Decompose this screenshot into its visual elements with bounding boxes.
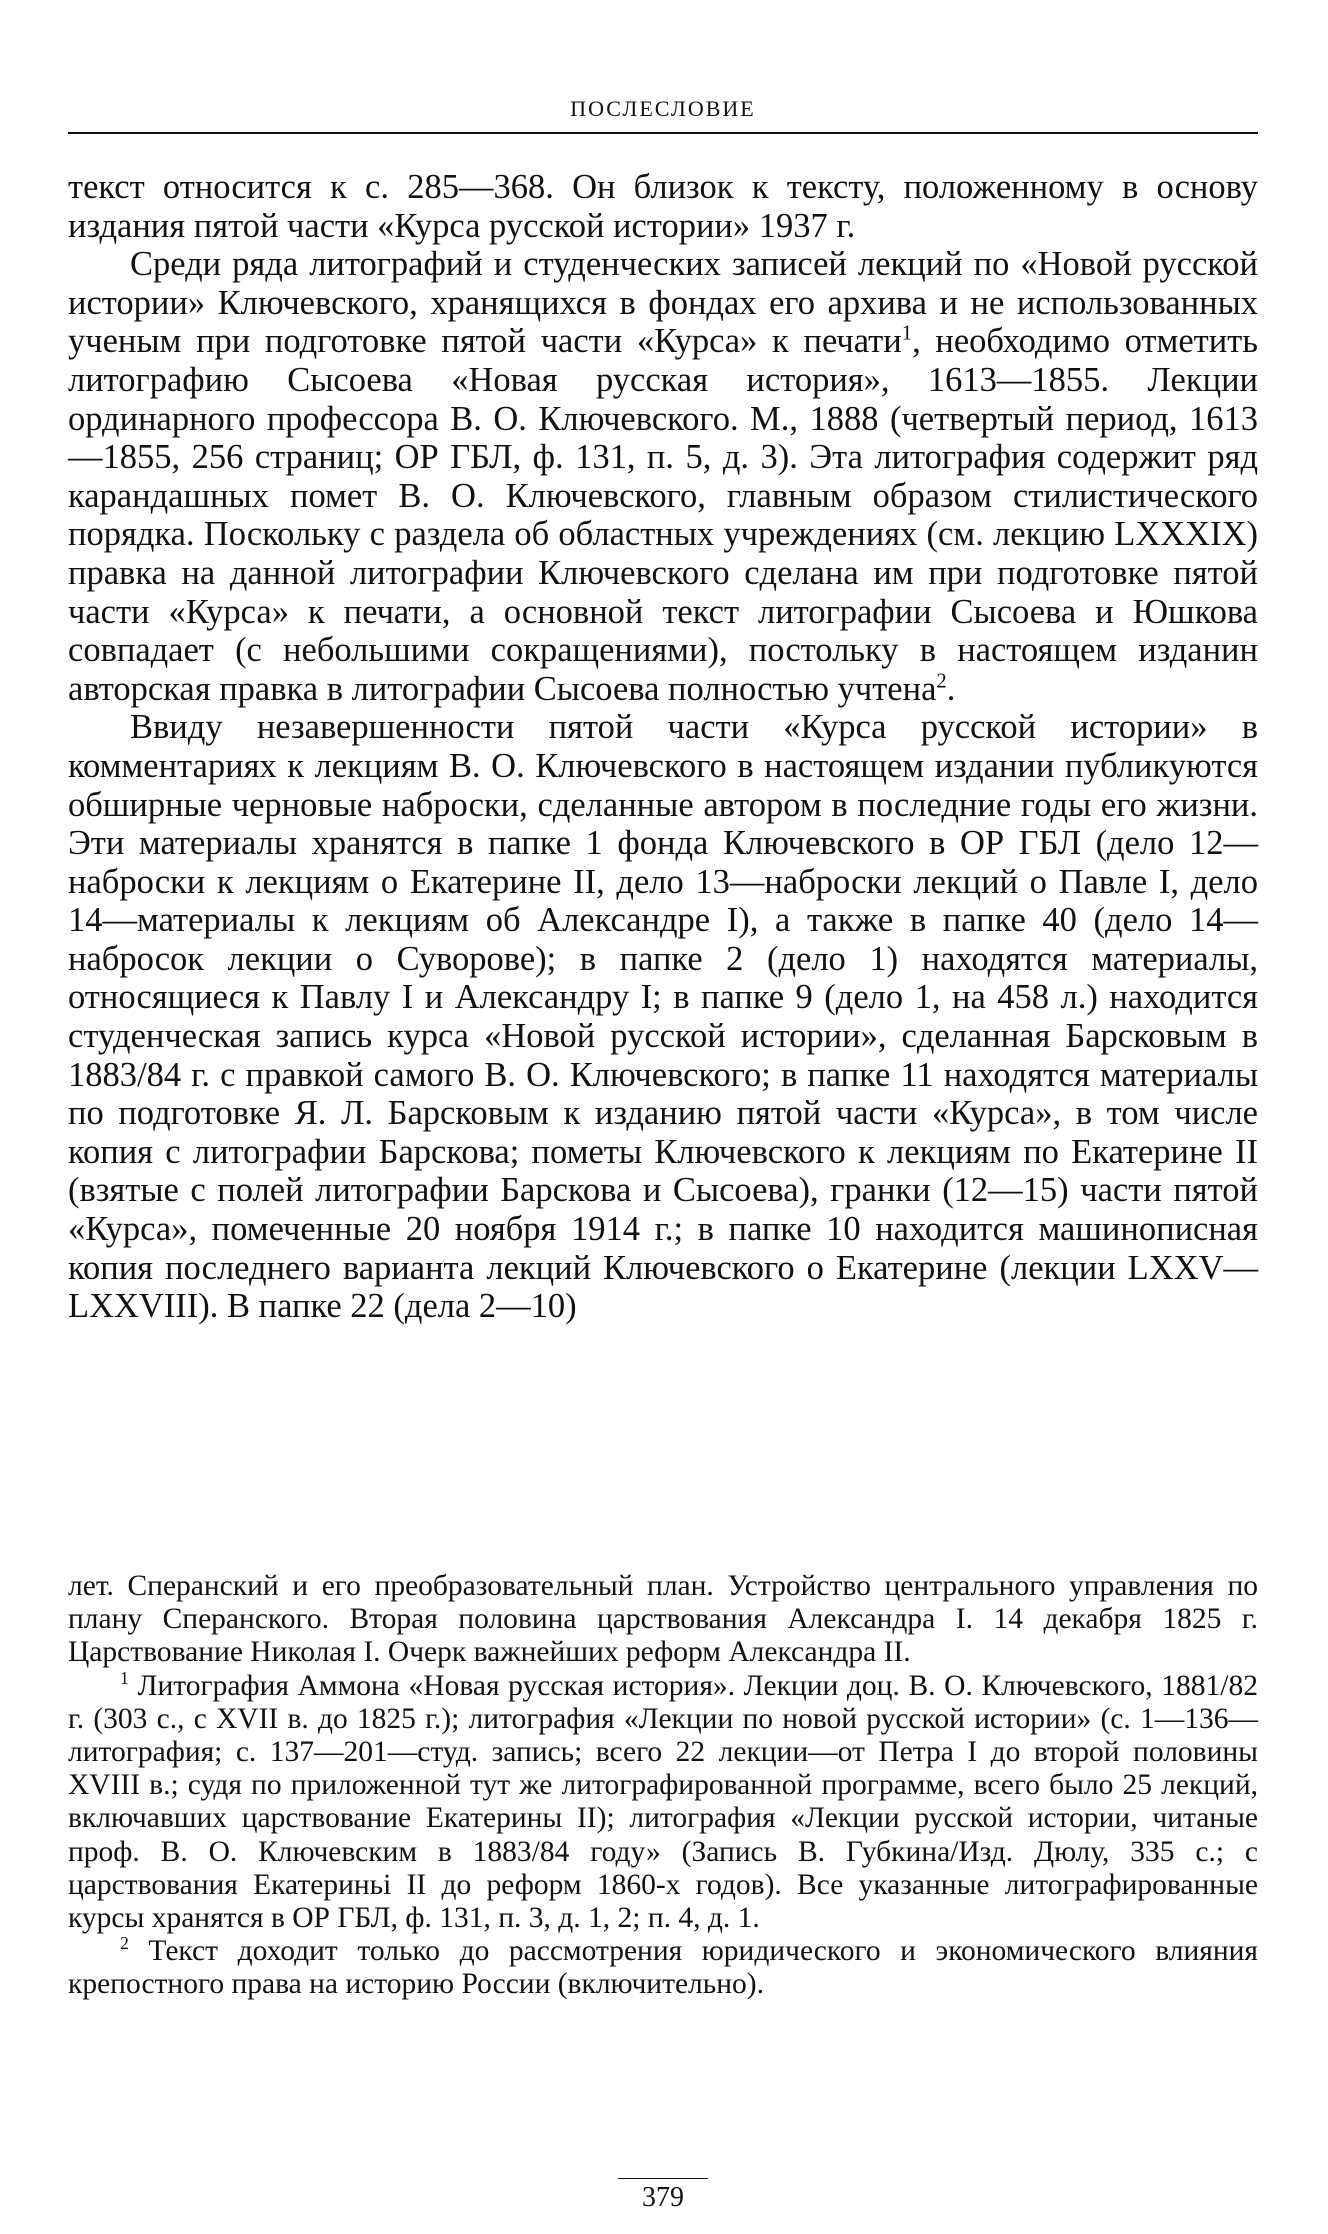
- footnote-reference-2: 2: [936, 670, 947, 693]
- footnote-1-text: Литография Аммона «Новая русская история». Лекции доц. В. О. Ключевского, 1881/82 г. (303 с., с XVII в. до 1825 г.); литография «Лекции по новой русской истории» (с. 1—136—литография; с. 137—201—студ. запись; всего 22 лекции—от Петра I до второй половины XVIII в.; судя по приложенной тут же литографированной программе, всего было 25 лекций, включавших царствование Екатерины II); литография «Лекции русской истории, читаные проф. В. О. Ключевским в 1883/84 году» (Запись В. Губкина/Изд. Дюлу, 335 с.; с царствования Екатериньі II до реформ 1860-х годов). Все указанные литографированные курсы хранятся в ОР ГБЛ, ф. 131, п. 3, д. 1, 2; п. 4, д. 1.: [68, 1669, 1259, 1935]
- page-number-rule: [618, 2178, 708, 2179]
- header-rule-divider: [68, 132, 1258, 134]
- footnotes-block: [68, 1570, 1258, 2002]
- paragraph-lithographs-part-c: .: [946, 669, 956, 708]
- paragraph-continuation: текст относится к с. 285—368. Он близок к тексту, положенному в основу издания пятой части «Курса русской истории» 1937 г.: [68, 168, 1258, 245]
- footnote-continuation: лет. Сперанский и его преобразовательный план. Устройство центрального управления по плану Сперанского. Вторая половина царствования Александра I. 14 декабря 1825 г. Царствование Николая I. Очерк важнейших реформ Александра II.: [68, 1570, 1258, 1669]
- paragraph-lithographs: [68, 245, 1258, 708]
- footnote-2-marker: 2: [120, 1933, 129, 1954]
- book-page: [68, 0, 1258, 2234]
- footnote-1-marker: 1: [120, 1667, 129, 1688]
- footnote-1: [68, 1667, 1259, 1936]
- running-head-title: ПОСЛЕСЛОВИЕ: [570, 96, 756, 121]
- paragraph-archive-materials: Ввиду незавершенности пятой части «Курса русской истории» в комментариях к лекциям В. О. Ключевского в настоящем издании публикуются обширные черновые наброски, сделанные автором в последние годы его жизни. Эти материалы хранятся в папке 1 фонда Ключевского в ОР ГБЛ (дело 12—наброски к лекциям о Екатерине II, дело 13—наброски лекций о Павле I, дело 14—материалы к лекциям об Александре I), а также в папке 40 (дело 14—набросок лекции о Суворове); в папке 2 (дело 1) находятся материалы, относящиеся к Павлу I и Александру I; в папке 9 (дело 1, на 458 л.) находится студенческая запись курса «Новой русской истории», сделанная Барсковым в 1883/84 г. с правкой самого В. О. Ключевского; в папке 11 находятся материалы по подготовке Я. Л. Барсковым к изданию пятой части «Курса», в том числе копия с литографии Барскова; пометы Ключевского к лекциям по Екатерине II (взятые с полей литографии Барскова и Сысоева), гранки (12—15) части пятой «Курса», помеченные 20 ноября 1914 г.; в папке 10 находится машинописная копия последнего варианта лекций Ключевского о Екатерине (лекции LXXV—LXXVIII). В папке 22 (дела 2—10): [68, 708, 1258, 1326]
- page-number: 379: [642, 2182, 684, 2213]
- footnote-2: [68, 1935, 1258, 2001]
- paragraph-lithographs-part-a: Среди ряда литографий и студенческих записей лекций по «Новой русской истории» Ключевского, хранящихся в фондах его архива и не использованных ученым при подготовке пятой части «Курса» к печати: [68, 245, 1258, 361]
- main-text-block: [68, 168, 1258, 1326]
- paragraph-lithographs-part-b: , необходимо отметить литографию Сысоева «Новая русская история», 1613—1855. Лекции ординарного профессора В. О. Ключевского. М., 1888 (четвертый период, 1613—1855, 256 страниц; ОР ГБЛ, ф. 131, п. 5, д. 3). Эта литография содержит ряд карандашных помет В. О. Ключевского, главным образом стилистического порядка. Поскольку с раздела об областных учреждениях (см. лекцию LXXXIX) правка на данной литографии Ключевского сделана им при подготовке пятой части «Курса» к печати, а основной текст литографии Сысоева и Юшкова совпадает (с небольшими сокращениями), постольку в настоящем изданин авторская правка в литографии Сысоева полностью учтена: [68, 322, 1258, 708]
- footnote-2-text: Текст доходит только до рассмотрения юридического и экономического влияния крепостного права на историю России (включительно).: [68, 1935, 1258, 2001]
- footnote-reference-1: 1: [901, 322, 913, 345]
